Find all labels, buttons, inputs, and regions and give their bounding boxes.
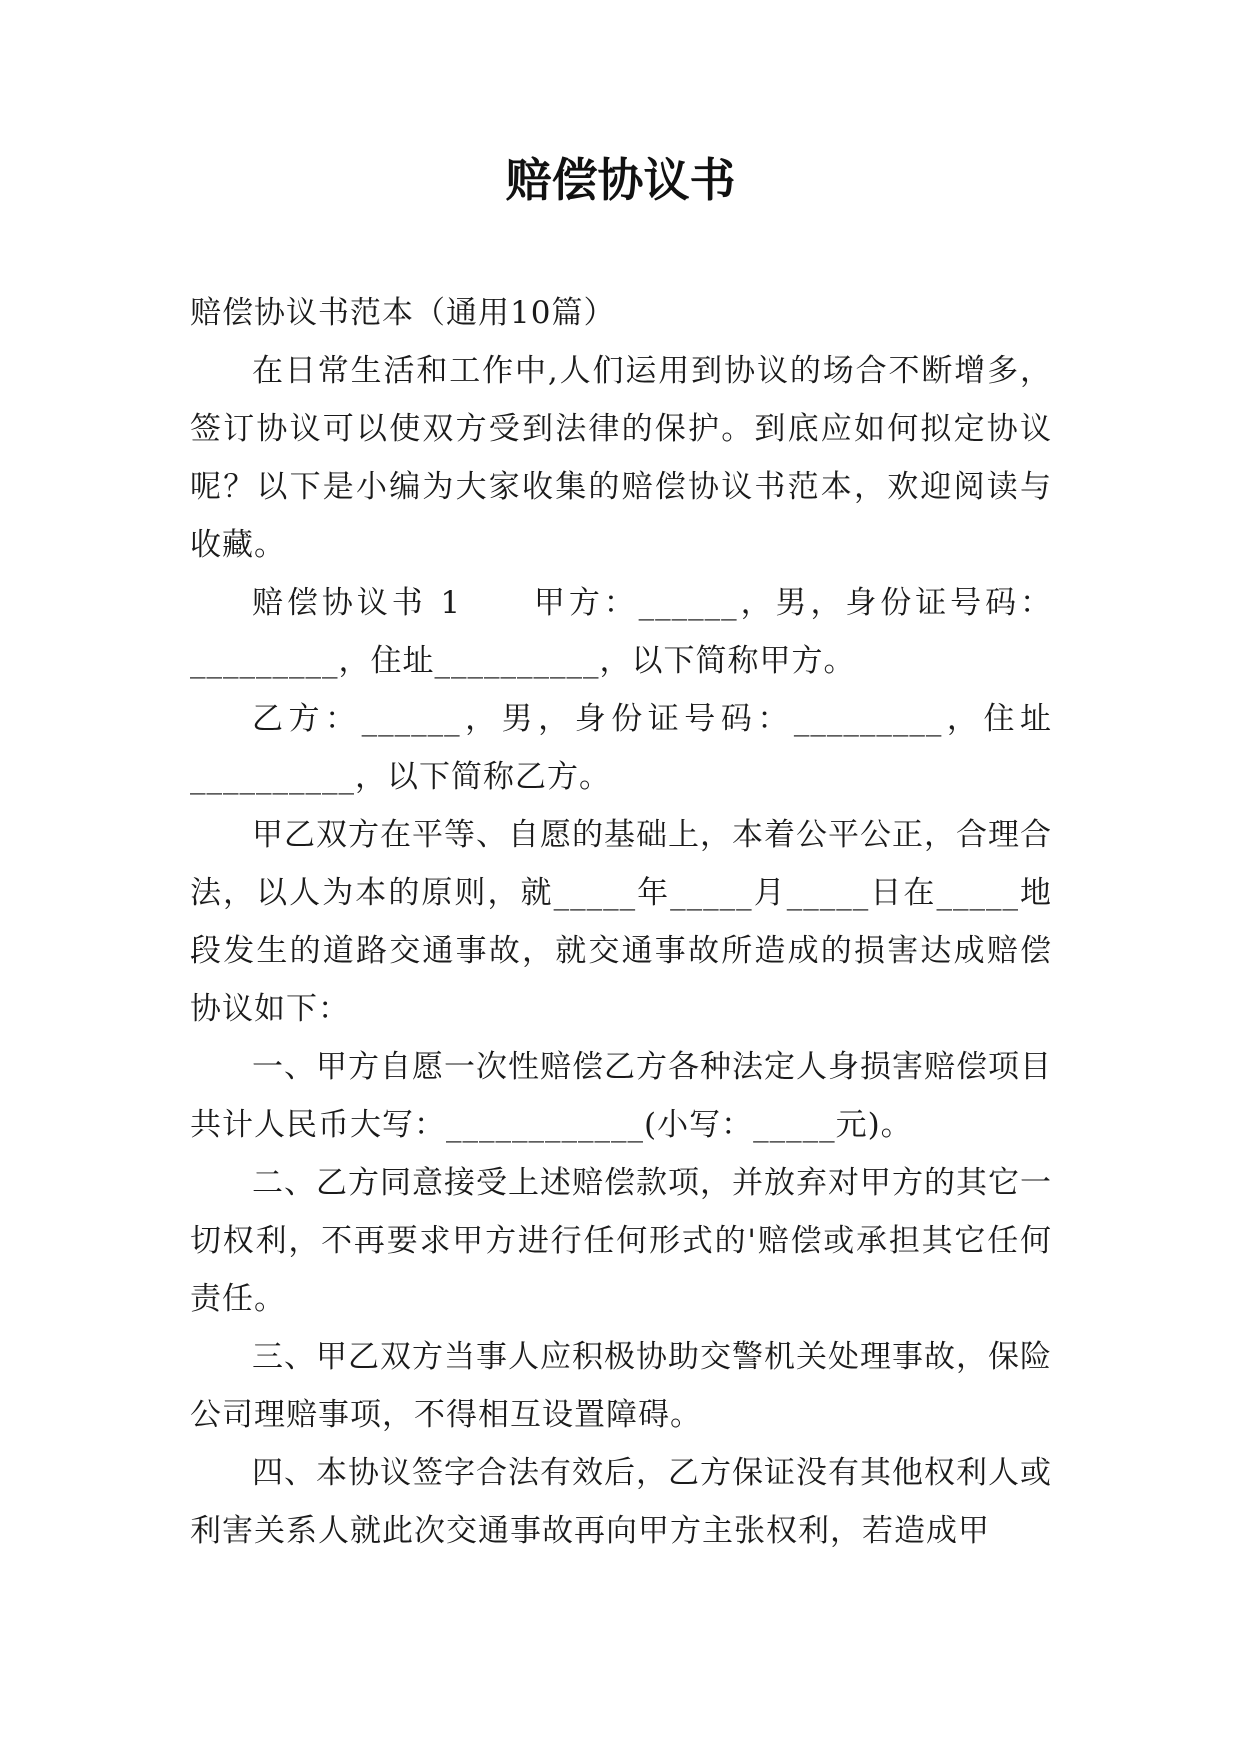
paragraph-party-b: 乙方：______，男，身份证号码：_________，住址__________，以下简称乙方。 <box>190 701 1052 795</box>
paragraph-intro: 在日常生活和工作中,人们运用到协议的场合不断增多，签订协议可以使双方受到法律的保护。到底应如何拟定协议呢？以下是小编为大家收集的赔偿协议书范本，欢迎阅读与收藏。 <box>190 353 1052 563</box>
paragraph-party-a: 赔偿协议书 1 甲方：______，男，身份证号码：_________，住址__________，以下简称甲方。 <box>190 585 1052 679</box>
paragraph-clause-3: 三、甲乙双方当事人应积极协助交警机关处理事故，保险公司理赔事项，不得相互设置障碍。 <box>190 1339 1052 1433</box>
paragraph-clause-4: 四、本协议签字合法有效后，乙方保证没有其他权利人或利害关系人就此次交通事故再向甲方主张权利，若造成甲 <box>190 1455 1052 1549</box>
document-title: 赔偿协议书 <box>505 153 736 207</box>
document-body <box>190 284 1052 1560</box>
paragraph-clause-2: 二、乙方同意接受上述赔偿款项，并放弃对甲方的其它一切权利，不再要求甲方进行任何形式的'赔偿或承担其它任何责任。 <box>190 1165 1052 1317</box>
paragraph-clause-1: 一、甲方自愿一次性赔偿乙方各种法定人身损害赔偿项目共计人民币大写：____________(小写：_____元)。 <box>190 1049 1052 1143</box>
paragraph-subtitle: 赔偿协议书范本（通用10篇） <box>190 295 616 331</box>
paragraph-preamble: 甲乙双方在平等、自愿的基础上，本着公平公正，合理合法，以人为本的原则，就_____年_____月_____日在_____地段发生的道路交通事故，就交通事故所造成的损害达成赔偿协议如下： <box>190 817 1052 1027</box>
